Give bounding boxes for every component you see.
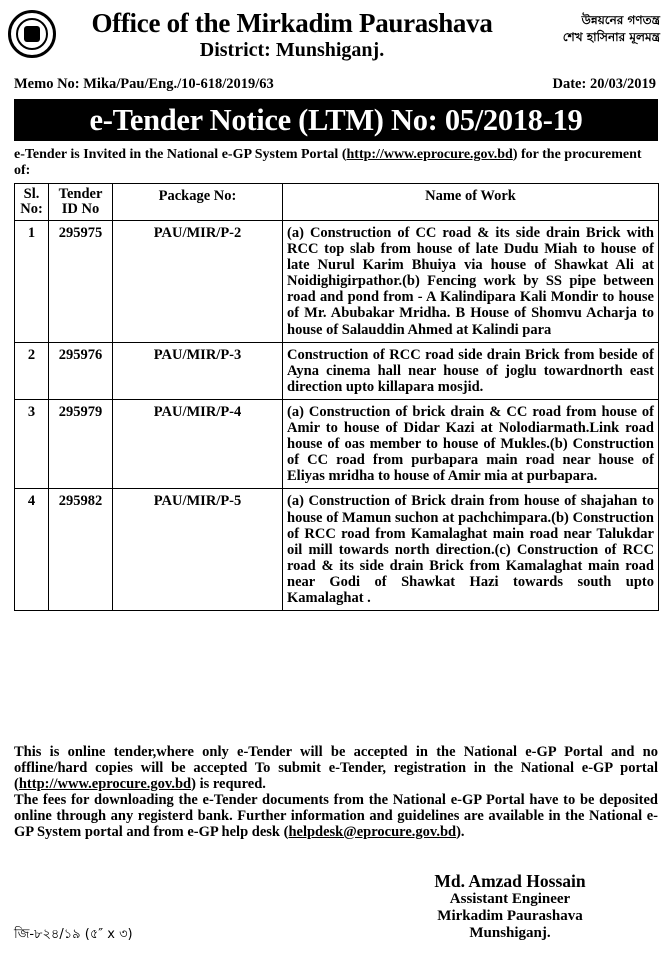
table-row [15,221,659,343]
signatory-office: Mirkadim Paurashava [437,908,583,924]
row-package: PAU/MIR/P-2 [113,221,283,343]
online-tender-note: This is online tender,where only e-Tender will be accepted in the National e-GP Portal and no offline/hard copies will be accepted To submit e-Tender, registration in the National e-GP portal (http://www.eprocure.gov.bd) is requred. [14,744,658,792]
instructions [14,744,658,840]
helpdesk-email-link[interactable]: helpdesk@eprocure.gov.bd [288,824,457,840]
table-row [15,342,659,399]
slogan-line-2: শেখ হাসিনার মূলমন্ত্র [562,30,660,44]
slogan-line-1: উন্নয়নের গণতন্ত্র [581,13,660,27]
header-name-of-work: Name of Work [283,184,659,221]
office-title: Office of the Mirkadim Paurashava [91,8,493,38]
row-sl: 1 [15,221,49,343]
table-header-row [15,184,659,221]
row-tender-id: 295975 [49,221,113,343]
district-line: District: Munshiganj. [199,39,385,61]
fees-note: The fees for downloading the e-Tender documents from the National e-GP Portal have to be deposited online through any registerd bank. Further information and guidelines are available in the National e-GP System portal and from e-GP help desk (helpdesk@eprocure.gov.bd). [14,792,658,840]
signatory-place: Munshiganj. [469,925,551,941]
header-sl: Sl. No: [15,184,49,221]
row-tender-id: 295976 [49,342,113,399]
header-tender-id: Tender ID No [49,184,113,221]
notice-date: Date: 20/03/2019 [552,76,656,92]
signatory-designation: Assistant Engineer [449,891,571,907]
row-sl: 4 [15,489,49,611]
row-work: Construction of RCC road side drain Brick from beside of Ayna cinema hall near house of joglu towardnorth east direction upto killapara mosjid. [283,342,659,399]
memo-number: Memo No: Mika/Pau/Eng./10-618/2019/63 [14,76,274,92]
row-package: PAU/MIR/P-5 [113,489,283,611]
row-work: (a) Construction of Brick drain from house of shajahan to house of Mamun suchon at pachchimpara.(b) Construction of RCC road from Kamalaghat main road near Talukdar oil mill towards north direction.(c) Construction of RCC road & its side drain Brick from Kamalaghat main road near Godi of Shawkat Hazi towards south upto Kamalaghat . [283,489,659,611]
paurashava-seal-logo [8,10,56,58]
row-work: (a) Construction of brick drain & CC road from house of Amir to house of Didar Kazi at Nolodiarmath.Link road house of oas member to house of Mukles.(b) Construction of CC road from purbapara main road near house of Eliyas mridha to house of Amir mia at purbapara. [283,399,659,488]
row-work: (a) Construction of CC road & its side drain Brick with RCC top slab from house of late Dudu Miah to house of late Nurul Karim Bhuiya via house of Shawkat Ali at Noidighigirpathor.(b) Fencing work by SS pipe between road and pond from - A Kalindipara Kali Mondir to house of Mr. Abubakar Mridha. B House of Shomvu Acharja to house of Salauddin Ahmed at Kalindi para [283,221,659,343]
publication-code: জি-৮২৪/১৯ (৫″ x ৩) [14,927,133,942]
row-tender-id: 295982 [49,489,113,611]
intro-paragraph: e-Tender is Invited in the National e-GP System Portal (http://www.eprocure.gov.bd) for the procurement of: [14,147,642,178]
eprocure-link-2[interactable]: http://www.eprocure.gov.bd [18,776,192,792]
works-table [14,183,659,611]
eprocure-link[interactable]: http://www.eprocure.gov.bd [346,147,513,162]
row-package: PAU/MIR/P-3 [113,342,283,399]
slogan [563,12,660,46]
table-row [15,489,659,611]
header-package: Package No: [113,184,283,221]
table-row [15,399,659,488]
row-sl: 2 [15,342,49,399]
signature-block [370,871,650,942]
signatory-name: Md. Amzad Hossain [434,871,586,891]
notice-banner: e-Tender Notice (LTM) No: 05/2018-19 [14,99,658,141]
row-tender-id: 295979 [49,399,113,488]
row-sl: 3 [15,399,49,488]
row-package: PAU/MIR/P-4 [113,399,283,488]
